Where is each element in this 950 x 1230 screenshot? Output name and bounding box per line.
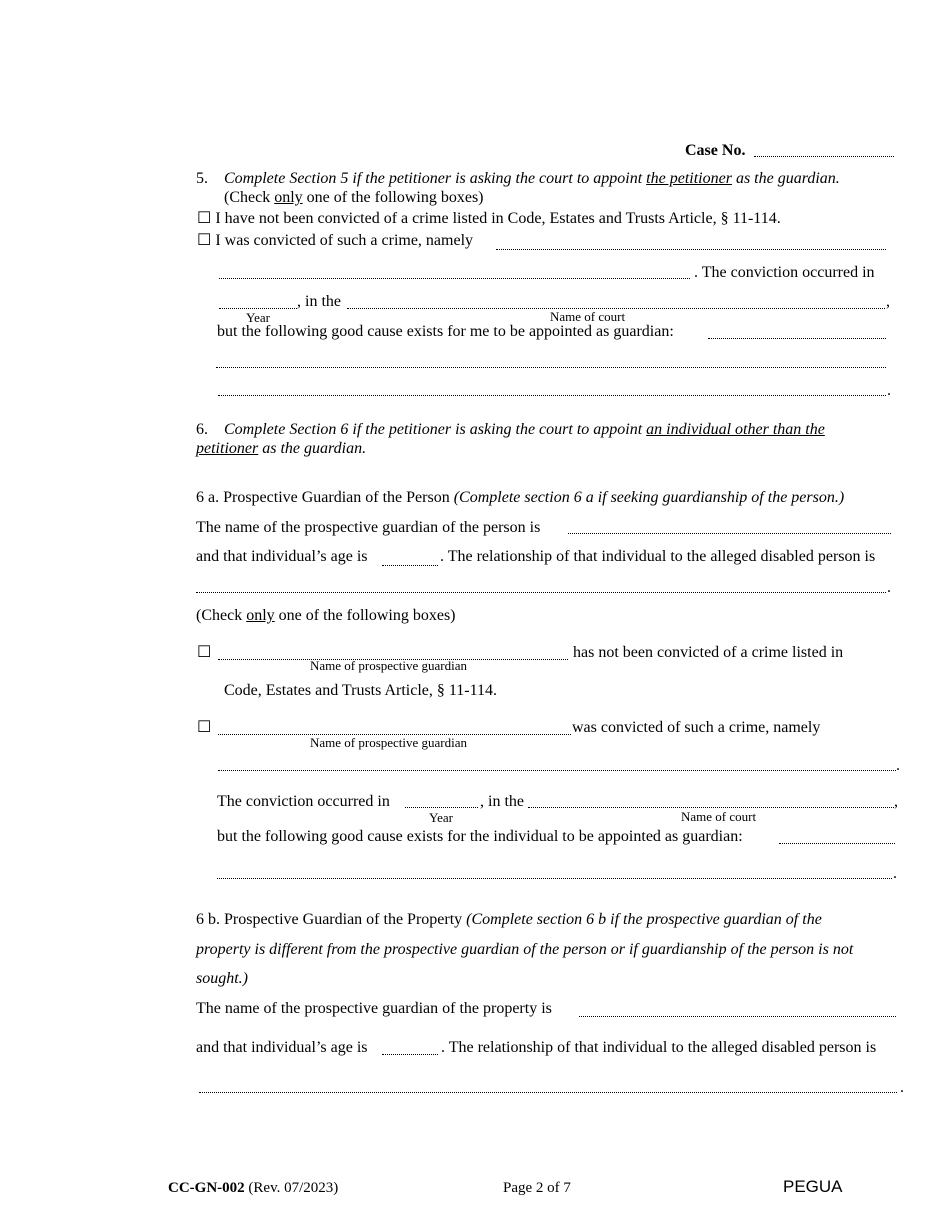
section6-heading-line1: Complete Section 6 if the petitioner is asking the court to appoint an individual other than the xyxy=(224,421,825,438)
section5-number: 5. xyxy=(196,170,208,187)
section6a-good-cause-field-2[interactable] xyxy=(217,878,892,879)
section6b-name-field[interactable] xyxy=(579,1016,896,1017)
section5-good-cause: but the following good cause exists for me to be appointed as guardian: xyxy=(217,323,674,340)
section6a-option2-checkbox[interactable]: ☐ xyxy=(197,719,212,736)
section6b-age-label: and that individual’s age is xyxy=(196,1039,368,1056)
section6a-good-cause: but the following good cause exists for the individual to be appointed as guardian: xyxy=(217,828,743,845)
section5-option2-checkbox[interactable]: ☐ xyxy=(197,232,212,249)
section5-period: . xyxy=(887,382,891,399)
section5-crime-field[interactable] xyxy=(496,249,886,250)
section5-option2-text: I was convicted of such a crime, namely xyxy=(215,232,474,249)
section5-year-field[interactable] xyxy=(219,308,297,309)
section5-in-the: , in the xyxy=(297,293,341,310)
section6a-option2-name-caption: Name of prospective guardian xyxy=(310,735,468,750)
section5-comma: , xyxy=(886,293,890,310)
section6a-conviction-occurred: The conviction occurred in xyxy=(217,793,390,810)
footer-revision: (Rev. 07/2023) xyxy=(244,1180,339,1196)
section6a-year-caption: Year xyxy=(429,810,453,825)
section6a-not-convicted: has not been convicted of a crime listed in xyxy=(573,644,844,661)
section6a-option1-name-caption: Name of prospective guardian xyxy=(310,658,468,673)
footer-tag: PEGUA xyxy=(783,1177,843,1196)
section6a-good-cause-field[interactable] xyxy=(779,843,895,844)
section5-good-cause-field-2[interactable] xyxy=(216,367,886,368)
case-no-field[interactable] xyxy=(754,156,894,157)
section6a-age-field[interactable] xyxy=(382,565,438,566)
section6a-age-label: and that individual’s age is xyxy=(196,548,368,565)
section6a-period: . xyxy=(887,579,891,596)
section6b-period: . xyxy=(900,1079,904,1096)
section5-option2 xyxy=(197,233,473,249)
section5-good-cause-field-3[interactable] xyxy=(218,395,886,396)
section6a-code-line: Code, Estates and Trusts Article, § 11-114. xyxy=(224,682,498,699)
section6a-year-field[interactable] xyxy=(405,807,478,808)
section6a-good-cause-period: . xyxy=(893,865,897,882)
section6a-relationship-field[interactable] xyxy=(196,592,886,593)
section6-heading-line2: petitioner as the guardian. xyxy=(196,440,367,457)
section6b-age-field[interactable] xyxy=(382,1054,438,1055)
section6b-name-label: The name of the prospective guardian of the property is xyxy=(196,1000,552,1017)
section5-conviction-occurred: . The conviction occurred in xyxy=(694,264,875,281)
case-no-label: Case No. xyxy=(685,142,746,159)
section5-option1-text: I have not been convicted of a crime listed in Code, Estates and Trusts Article, § 11-114. xyxy=(215,210,781,227)
section6a-court-field[interactable] xyxy=(528,807,894,808)
section5-option1 xyxy=(197,211,781,227)
section6a-crime-field[interactable] xyxy=(218,770,896,771)
section6-number: 6. xyxy=(196,421,208,438)
section6a-option1-checkbox[interactable]: ☐ xyxy=(197,644,212,661)
section5-court-caption: Name of court xyxy=(550,309,626,324)
section6b-note-line3: sought.) xyxy=(196,970,248,987)
section6b-title-line1: 6 b. Prospective Guardian of the Property (Complete section 6 b if the prospective guardian of the xyxy=(196,911,822,928)
section5-option1-checkbox[interactable]: ☐ xyxy=(197,210,212,227)
section6a-check-instruction: (Check only one of the following boxes) xyxy=(196,607,456,624)
section5-check-instruction: (Check only one of the following boxes) xyxy=(224,189,484,206)
section6b-relationship-field[interactable] xyxy=(199,1092,897,1093)
section5-heading: Complete Section 5 if the petitioner is asking the court to appoint the petitioner as the guardian. xyxy=(224,170,840,187)
section6a-comma: , xyxy=(894,793,898,810)
section6a-was-convicted: was convicted of such a crime, namely xyxy=(572,719,821,736)
section5-good-cause-field[interactable] xyxy=(708,338,886,339)
footer-page-number: Page 2 of 7 xyxy=(503,1180,571,1196)
section6a-name-field[interactable] xyxy=(568,533,891,534)
section5-crime-field-2[interactable] xyxy=(219,278,690,279)
section6a-in-the: , in the xyxy=(480,793,524,810)
section6a-relationship-label: . The relationship of that individual to the alleged disabled person is xyxy=(440,548,876,565)
footer-form-id xyxy=(168,1181,338,1196)
section6a-court-caption: Name of court xyxy=(681,809,757,824)
footer-form-code: CC-GN-002 xyxy=(168,1180,245,1196)
section6b-relationship-label: . The relationship of that individual to the alleged disabled person is xyxy=(441,1039,877,1056)
section6a-name-label: The name of the prospective guardian of the person is xyxy=(196,519,541,536)
section6a-title: 6 a. Prospective Guardian of the Person (Complete section 6 a if seeking guardianship of the person.) xyxy=(196,489,845,506)
section5-year-caption: Year xyxy=(246,310,270,325)
section6b-note-line2: property is different from the prospective guardian of the person or if guardianship of the person is not xyxy=(196,941,854,958)
section6a-crime-period: . xyxy=(896,757,900,774)
